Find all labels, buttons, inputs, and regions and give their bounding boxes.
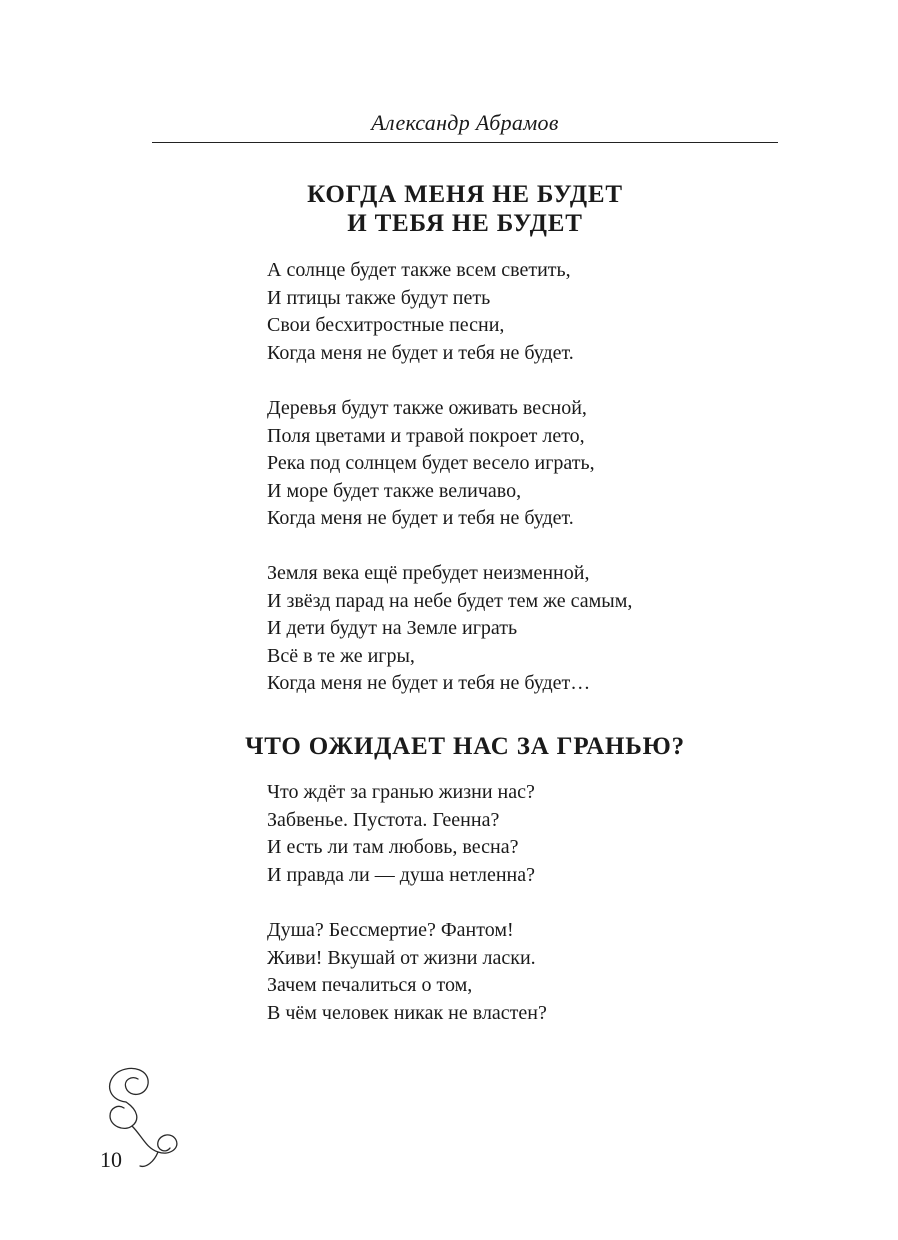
poem-line: Забвенье. Пустота. Геенна?	[267, 808, 500, 831]
poem-1-stanza-1	[267, 257, 574, 367]
poem-line: В чём человек никак не властен?	[267, 1001, 547, 1024]
poem-title-line: КОГДА МЕНЯ НЕ БУДЕТ	[307, 181, 623, 208]
poem-line: Земля века ещё пребудет неизменной,	[267, 562, 590, 584]
poem-line: И есть ли там любовь, весна?	[267, 836, 519, 858]
poem-line: Свои бесхитростные песни,	[267, 314, 505, 336]
poem-1-stanza-3	[267, 560, 632, 698]
poem-1-stanza-2	[267, 395, 595, 533]
poem-title-line: ЧТО ОЖИДАЕТ НАС ЗА ГРАНЬЮ?	[245, 733, 685, 760]
poem-line: Живи! Вкушай от жизни ласки.	[267, 946, 536, 969]
poem-line: Зачем печалиться о том,	[267, 974, 473, 996]
page-number: 10	[100, 1147, 122, 1172]
poem-line: Когда меня не будет и тебя не будет.	[267, 341, 574, 364]
poem-line: Река под солнцем будет весело играть,	[267, 452, 595, 474]
poem-line: Деревья будут также оживать весной,	[267, 397, 587, 419]
poem-line: А солнце будет также всем светить,	[267, 259, 571, 281]
poem-line: И море будет также величаво,	[267, 479, 522, 502]
running-head-author: Александр Абрамов	[371, 110, 559, 135]
poem-title-1	[152, 180, 778, 238]
poem-2-stanza-1	[267, 779, 535, 889]
poem-line: И дети будут на Земле играть	[267, 617, 518, 639]
poem-title-line: И ТЕБЯ НЕ БУДЕТ	[347, 210, 583, 237]
poem-line: Поля цветами и травой покроет лето,	[267, 424, 585, 447]
poem-line: Душа? Бессмертие? Фантом!	[267, 919, 514, 941]
poem-line: Когда меня не будет и тебя не будет.	[267, 507, 574, 529]
header-divider	[152, 142, 778, 143]
poem-line: И птицы также будут петь	[267, 286, 491, 309]
poem-line: И правда ли — душа нетленна?	[267, 863, 535, 886]
poem-line: Что ждёт за гранью жизни нас?	[267, 781, 535, 803]
poem-title-2	[152, 732, 778, 761]
poem-line: И звёзд парад на небе будет тем же самым,	[267, 589, 633, 612]
poem-line: Когда меня не будет и тебя не будет…	[267, 672, 591, 694]
poem-line: Всё в те же игры,	[267, 644, 415, 667]
poem-2-stanza-2	[267, 917, 547, 1027]
